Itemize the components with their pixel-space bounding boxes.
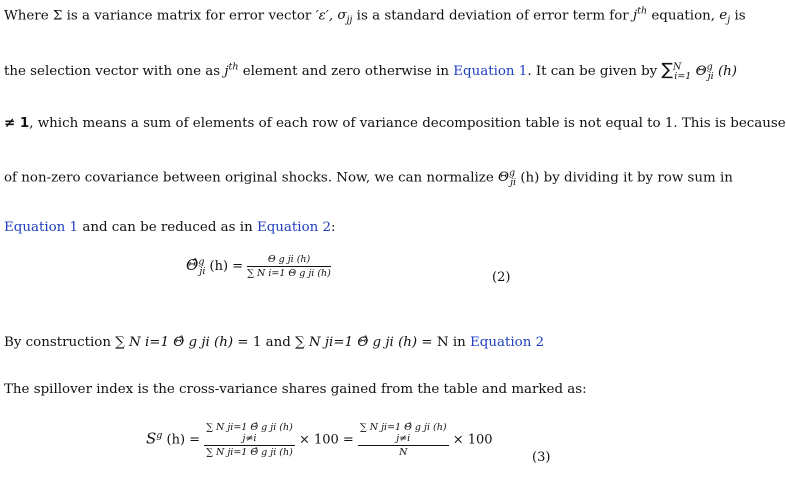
numerator-1: ∑ N ji=1 Θ̂ g ji (h) j≠i (206, 422, 293, 444)
epsilon-symbol: ′ε′, (315, 8, 334, 24)
text: = 1 and (233, 335, 296, 350)
equation-number-2: (2) (492, 270, 511, 285)
text: The spillover index is the cross-variance shares gained from the table and marked as: (4, 382, 587, 397)
text: (h) = (209, 259, 244, 274)
paragraph-line-3 (4, 116, 786, 131)
text: equation, (647, 8, 720, 24)
text: By construction (4, 335, 116, 350)
denominator: ∑ N i=1 Θ g ji (h) (247, 268, 331, 279)
text: and can be reduced as in (78, 220, 257, 235)
text: × 100 (452, 432, 493, 448)
text: (h) = (166, 432, 201, 448)
equation-2: Θ̂$^g_{ji}$ (h) = $\frac{\text{Θ g ji (h)}}{\text{∑ N i=1 Θ g ji (h)}}$ (186, 254, 331, 279)
equation-1-link[interactable]: Equation 1 (4, 220, 79, 235)
not-equal-one: ≠ 1 (4, 116, 30, 131)
sigma-symbol: $\sigma_{jj}$ (337, 8, 353, 27)
fraction (247, 254, 331, 279)
equation-2-link[interactable]: Equation 2 (256, 220, 332, 235)
text: (h) by dividing it by row sum in (516, 170, 733, 186)
numerator: Θ g ji (h) (247, 254, 331, 267)
j-th-symbol: $j^{th}$ (224, 61, 239, 79)
sum-expression-1: ∑ N i=1 Θ̂ g ji (h) (115, 335, 234, 350)
equation-number-3: (3) (532, 450, 551, 465)
fraction-1 (204, 422, 295, 458)
text: , which means a sum of elements of each row of variance decomposition table is not equal to 1. This is because (29, 116, 786, 131)
text: is a standard deviation of error term for (352, 8, 633, 24)
e-j-symbol: $e_j$ (719, 8, 731, 27)
equation-1-link[interactable]: Equation 1 (453, 64, 528, 79)
equation-3: $S^g$ (h) = ∑ N ji=1 Θ̂ g ji (h) j≠i ∑ N ji=1 Θ̂ g ji (h) × 100 = ∑ N ji=1 Θ̂ g ji (h) j≠i N × 100 (146, 422, 493, 458)
text: of non-zero covariance between original shocks. Now, we can normalize (4, 170, 499, 186)
equation-2-link[interactable]: Equation 2 (470, 335, 545, 350)
sum-theta-expression: ∑$^N_{i=1}$ $\Theta^g_{ji}$ (h) (661, 60, 738, 82)
sum-expression-2: ∑ N ji=1 Θ̂ g ji (h) (295, 335, 418, 350)
text: element and zero otherwise in (238, 64, 454, 79)
text: = N in (417, 335, 471, 350)
numerator-2: ∑ N ji=1 Θ̂ g ji (h) j≠i (359, 422, 447, 444)
text: is (730, 8, 746, 24)
paragraph-line-1 (4, 6, 746, 26)
paragraph-line-7 (4, 382, 587, 397)
denominator-1: ∑ N ji=1 Θ̂ g ji (h) (206, 447, 293, 458)
text: . It can be given by (527, 64, 662, 79)
paragraph-line-4 (4, 168, 733, 188)
j-th-symbol: $j^{th}$ (632, 6, 648, 24)
paragraph-line-2 (4, 60, 737, 82)
theta-expression: $\Theta^g_{ji}$ (498, 168, 517, 189)
fraction-2 (358, 422, 449, 458)
theta-hat: Θ̂ (186, 256, 199, 274)
text: : (331, 220, 336, 235)
text: the selection vector with one as (4, 64, 225, 79)
s-symbol: S (146, 429, 157, 448)
text: Where Σ is a variance matrix for error vector (4, 8, 316, 24)
paragraph-line-5 (4, 220, 336, 235)
paragraph-line-6 (4, 335, 544, 350)
denominator-2: N (399, 447, 408, 458)
text: × 100 = (298, 432, 354, 448)
